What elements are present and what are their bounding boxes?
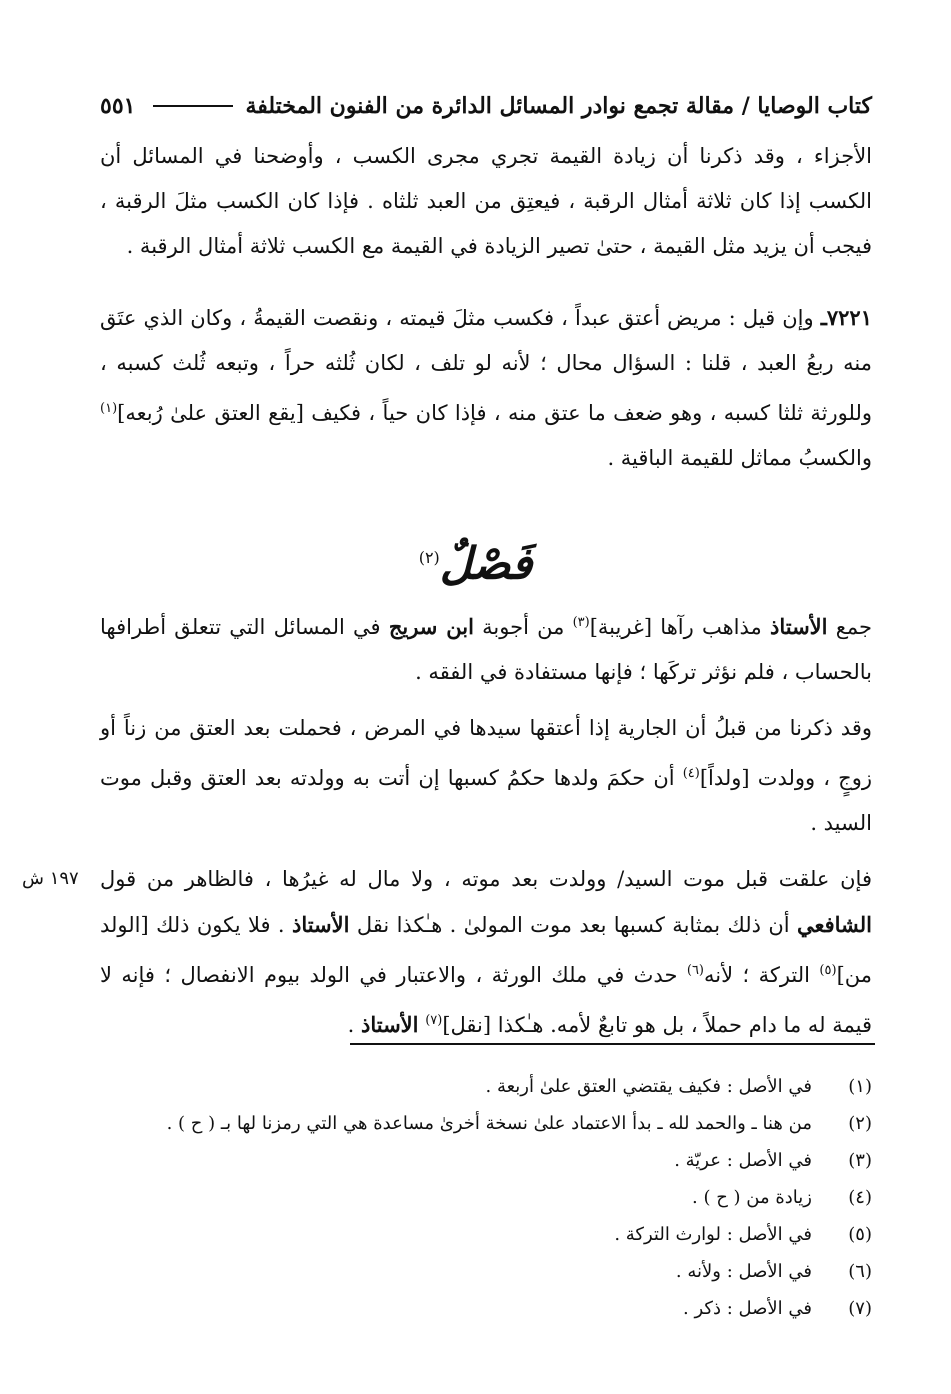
name-ustadh-3: الأستاذ (361, 1012, 419, 1037)
paragraph-5-text-d: التركة ؛ لأنه (704, 963, 820, 987)
footnote-text: في الأصل : فكيف يقتضي العتق علىٰ أربعة . (485, 1076, 812, 1097)
issue-number: ٧٢٢١ـ (820, 305, 872, 330)
paragraph-4-text-a: وقد ذكرنا من قبلُ أن الجارية إذا أعتقها سيدها في المرض ، فحملت بعد العتق من زناً أو زوجٍ ، وولدت [ولداً] (100, 716, 872, 790)
paragraph-5-text-b: أن ذلك بمثابة كسبها بعد موت المولىٰ . هـٰكذا نقل (349, 913, 797, 937)
footnote-4 (100, 1179, 872, 1216)
header-rule (153, 105, 233, 107)
footnote-1 (100, 1068, 872, 1105)
name-ibn-surayj: ابن سريج (388, 614, 474, 639)
footnote-number: (١) (848, 1076, 872, 1097)
footnote-text: في الأصل : عريّة . (674, 1150, 812, 1171)
paragraph-3-text-a: جمع (827, 615, 873, 639)
footnote-7 (100, 1290, 872, 1327)
section-heading-text: فَصْلٌ (439, 538, 533, 590)
footnote-number: (٦) (848, 1261, 872, 1282)
paragraph-4-text-b: أن حكمَ ولدها حكمُ كسبها إن أتت به وولدته بعد العتق وقبل موت السيد . (100, 766, 872, 835)
footnote-3 (100, 1142, 872, 1179)
paragraph-5-text-g: . (347, 1013, 361, 1037)
footnote-5 (100, 1216, 872, 1253)
header-title: كتاب الوصايا / مقالة تجمع نوادر المسائل الدائرة من الفنون المختلفة (245, 93, 872, 119)
paragraph-5-text-c: . فلا يكون ذلك [الولد من] (100, 913, 872, 987)
paragraph-5-text-e: حدث في ملك الورثة ، والاعتبار في الولد بيوم الانفصال ؛ فإنه لا قيمة له ما دام حملاً ، بل هو تابعٌ لأمه. هـٰكذا [نقل] (100, 963, 872, 1037)
footnote-ref-6[interactable]: (٦) (686, 963, 704, 978)
footnote-ref-5[interactable]: (٥) (819, 963, 837, 978)
paragraph-3-text-d: في المسائل التي تتعلق أطرافها بالحساب ، فلم نؤثر تركَها ؛ فإنها مستفادة في الفقه . (100, 615, 872, 684)
footnote-ref-1[interactable]: (١) (100, 401, 118, 416)
paragraph-5-text-a: فإن علقت قبل موت السيد/ وولدت بعد موته ، ولا مال له غيرُها ، فالظاهر من قول (100, 867, 872, 891)
footnote-number: (٥) (848, 1224, 872, 1245)
paragraph-2 (100, 295, 872, 481)
footnote-text: من هنا ـ والحمد لله ـ بدأ الاعتماد علىٰ نسخة أخرىٰ مساعدة هي التي رمزنا لها بـ ( ح ) . (166, 1113, 812, 1134)
paragraph-2-text-b: والكسبُ مماثل للقيمة الباقية . (607, 446, 872, 470)
footnote-number: (٤) (848, 1187, 872, 1208)
paragraph-1: الأجزاء ، وقد ذكرنا أن زيادة القيمة تجري مجرى الكسب ، وأوضحنا في المسائل أن الكسب إذا كان ثلاثة أمثال الرقبة ، فيعتِق من العبد ثلثاه . فإذا كان الكسب مثلَ الرقبة ، فيجب أن يزيد مثل القيمة ، حتىٰ تصير الزيادة في القيمة مع الكسب ثلاثة أمثال الرقبة . (100, 144, 872, 258)
name-ustadh: الأستاذ (770, 614, 828, 639)
paragraph-3-text-b: مذاهب رآها [غريبة] (589, 615, 770, 639)
footnote-number: (٧) (848, 1298, 872, 1319)
paragraph-2-text-a: وإن قيل : مريض أعتق عبداً ، فكسب مثلَ قيمته ، ونقصت القيمةُ ، وكان الذي عتَق منه ربعُ العبد ، قلنا : السؤال محال ؛ لأنه لو تلف ، لكان ثُلثه حراً ، وتبعه ثُلث كسبه ، وللورثة ثلثا كسبه ، وهو ضعف ما عتق منه ، فإذا كان حياً ، فكيف [يقع العتق علىٰ رُبعه] (100, 306, 872, 425)
paragraph-3 (100, 600, 872, 695)
section-heading (0, 528, 951, 595)
paragraph-5 (100, 857, 872, 1048)
name-ustadh-2: الأستاذ (291, 912, 350, 937)
paragraph-4 (100, 706, 872, 846)
footnote-number: (٢) (848, 1113, 872, 1134)
footnote-ref-4[interactable]: (٤) (682, 766, 700, 781)
running-header (100, 86, 872, 126)
footnote-text: في الأصل : ذكر . (683, 1298, 812, 1319)
footnote-ref-7[interactable]: (٧) (425, 1013, 443, 1028)
page-number: ٥٥١ (100, 93, 136, 119)
footnote-text: زيادة من ( ح ) . (692, 1187, 812, 1208)
footnote-separator (350, 1043, 875, 1045)
footnote-text: في الأصل : ولأنه . (675, 1261, 812, 1282)
footnote-ref-2[interactable]: (٢) (418, 548, 440, 567)
paragraph-3-text-c: من أجوبة (473, 615, 573, 639)
footnote-ref-3[interactable]: (٣) (572, 615, 590, 630)
manuscript-folio-note: ١٩٧ ش (22, 868, 79, 889)
footnote-2 (100, 1105, 872, 1142)
footnotes-list (100, 1068, 872, 1327)
footnote-number: (٣) (848, 1150, 872, 1171)
footnote-6 (100, 1253, 872, 1290)
name-shafii: الشافعي (796, 912, 872, 937)
footnote-text: في الأصل : لوارث التركة . (614, 1224, 812, 1245)
